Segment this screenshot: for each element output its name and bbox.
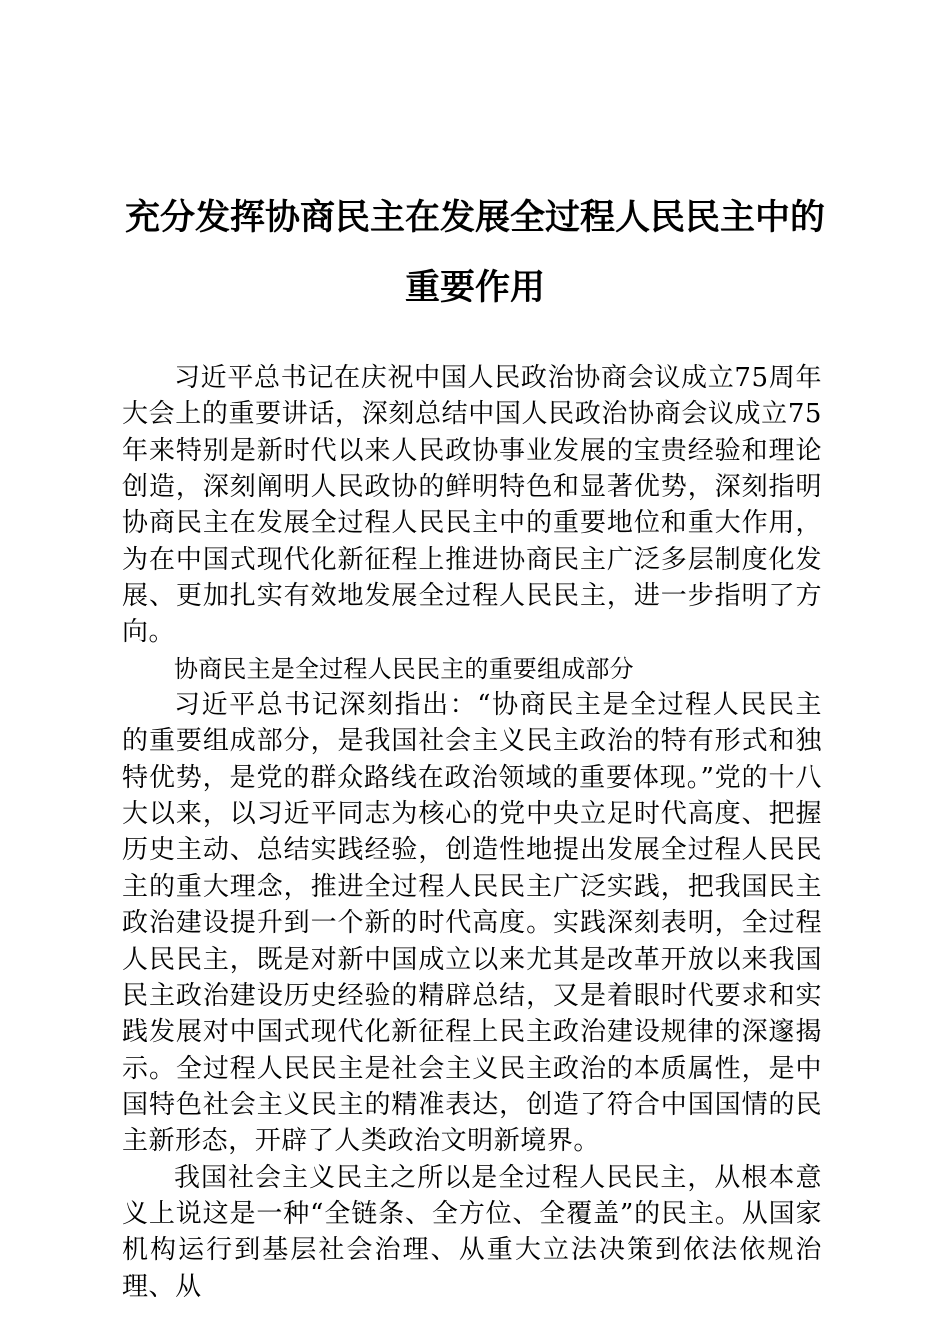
paragraph-intro: 习近平总书记在庆祝中国人民政治协商会议成立75周年大会上的重要讲话，深刻总结中国人民政治协商会议成立75年来特别是新时代以来人民政协事业发展的宝贵经验和理论创造，深刻阐明人民政协的鲜明特色和显著优势，深刻指明协商民主在发展全过程人民民主中的重要地位和重大作用，为在中国式现代化新征程上推进协商民主广泛多层制度化发展、更加扎实有效地发展全过程人民民主，进一步指明了方向。 [122, 363, 822, 648]
paragraph-section-1: 习近平总书记深刻指出：“协商民主是全过程人民民主的重要组成部分，是我国社会主义民主政治的特有形式和独特优势，是党的群众路线在政治领域的重要体现。”党的十八大以来，以习近平同志为核心的党中央立足时代高度、把握历史主动、总结实践经验，创造性地提出发展全过程人民民主的重大理念，推进全过程人民民主广泛实践，把我国民主政治建设提升到一个新的时代高度。实践深刻表明，全过程人民民主，既是对新中国成立以来尤其是改革开放以来我国民主政治建设历史经验的精辟总结，又是着眼时代要求和实践发展对中国式现代化新征程上民主政治建设规律的深邃揭示。全过程人民民主是社会主义民主政治的本质属性，是中国特色社会主义民主的精准表达，创造了符合中国国情的民主新形态，开辟了人类政治文明新境界。 [122, 690, 822, 1157]
section-heading: 协商民主是全过程人民民主的重要组成部分 [174, 654, 634, 683]
document-title-line-2: 重要作用 [404, 267, 545, 308]
paragraph-section-2: 我国社会主义民主之所以是全过程人民民主，从根本意义上说这是一种“全链条、全方位、全覆盖”的民主。从国家机构运行到基层社会治理、从重大立法决策到依法依规治理、从 [122, 1162, 822, 1302]
document-title-line-1: 充分发挥协商民主在发展全过程人民民主中的 [124, 197, 825, 238]
document-body [122, 360, 822, 1305]
